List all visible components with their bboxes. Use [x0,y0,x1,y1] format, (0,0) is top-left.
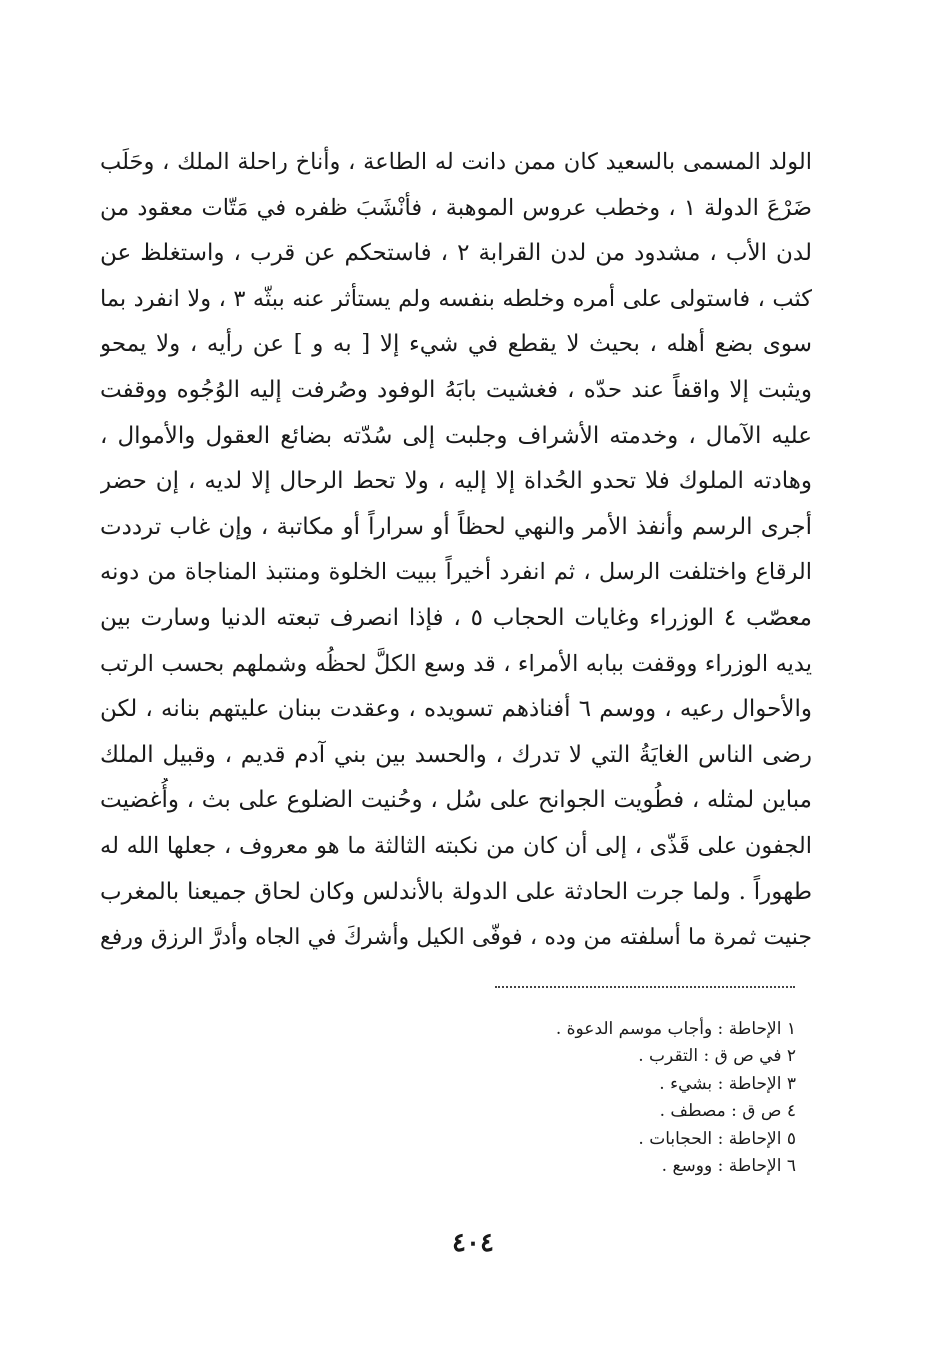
text-line: الرقاع واختلفت الرسل ، ثم انفرد أخيراً ببيت الخلوة ومنتبذ المناجاة من دونه [100,559,812,586]
text-line: معصّب ٤ الوزراء وغايات الحجاب ٥ ، فإذا انصرف تبعته الدنيا وسارت بين [100,604,812,631]
text-line: الولد المسمى بالسعيد كان ممن دانت له الطاعة ، وأناخ راحلة الملك ، وحَلَب [100,149,812,175]
text-line: رضى الناس الغايَةُ التي لا تدرك ، والحسد بين بني آدم قديم ، وقبيل الملك [100,741,812,768]
text-line: سوى بضع أهله ، بحيث لا يقطع في شيء إلا [ به و ] عن رأيه ، ولا يمحو [100,331,812,358]
text-line: وهادته الملوك فلا تحدو الحُداة إلا إليه ، ولا تحط الرحال إلا لديه ، إن حضر [100,468,812,495]
footnote: ١ الإحاطة : وأجاب موسم الدعوة . [555,1019,796,1039]
page-number: ٤٠٤ [452,1228,494,1258]
footnote-divider [495,986,795,988]
text-line: لدن الأب ، مشدود من لدن القرابة ٢ ، فاستحكم عن قرب ، واستغلظ عن [100,240,812,267]
text-line: طهوراً . ولما جرت الحادثة على الدولة بالأندلس وكان لحاق جميعنا بالمغرب [100,878,812,905]
footnote: ٥ الإحاطة : الحجابات . [638,1128,796,1149]
text-line: أجرى الرسم وأنفذ الأمر والنهي لحظاً أو سراراً أو مكاتبة ، وإن غاب ترددت [100,513,812,540]
text-line: يديه الوزراء ووقفت ببابه الأمراء ، قد وسع الكلَّ لحظُه وشملهم بحسب الرتب [100,650,812,677]
text-line: عليه الآمال ، وخدمته الأشراف وجلبت إلى سُدّته بضائع العقول والأموال ، [100,422,812,449]
text-line: كثب ، فاستولى على أمره وخلطه بنفسه ولم يستأثر عنه ببثّه ٣ ، ولا انفرد بما [100,285,812,312]
footnotes [376,1016,796,1180]
text-line: مباين لمثله ، فطُويت الجوانح على سُل ، وحُنيت الضلوع على بث ، وأُغضيت [100,787,812,814]
text-line: ضَرْعَ الدولة ١ ، وخطب عروس الموهبة ، فأنْشَبَ ظفره في مَتّات معقود من [100,194,812,221]
text-line: ويثبت إلا واقفاً عند حدّه ، فغشيت بابَهُ الوفود وصُرفت إليه الوُجُوه ووقفت [100,376,812,403]
text-line: جنيت ثمرة ما أسلفته من وده ، فوفّى الكيل وأشركَ في الجاه وأدرَّ الرزق ورفع [100,925,812,951]
text-line: والأحوال رعيه ، ووسم ٦ أفناذهم تسويده ، وعقدت ببنان عليتهم بنانه ، لكن [100,696,812,723]
text-line: الجفون على قَذّى ، إلى أن كان من نكبته الثالثة ما هو معروف ، جعلها الله له [100,832,812,859]
footnote: ٣ الإحاطة : بشيء . [659,1073,796,1094]
body-text [100,140,812,961]
footnote: ٦ الإحاطة : ووسع . [661,1155,796,1176]
footnote: ٢ في ص ق : التقرب . [638,1046,796,1067]
footnote: ٤ ص ق : مصطف . [659,1101,796,1122]
